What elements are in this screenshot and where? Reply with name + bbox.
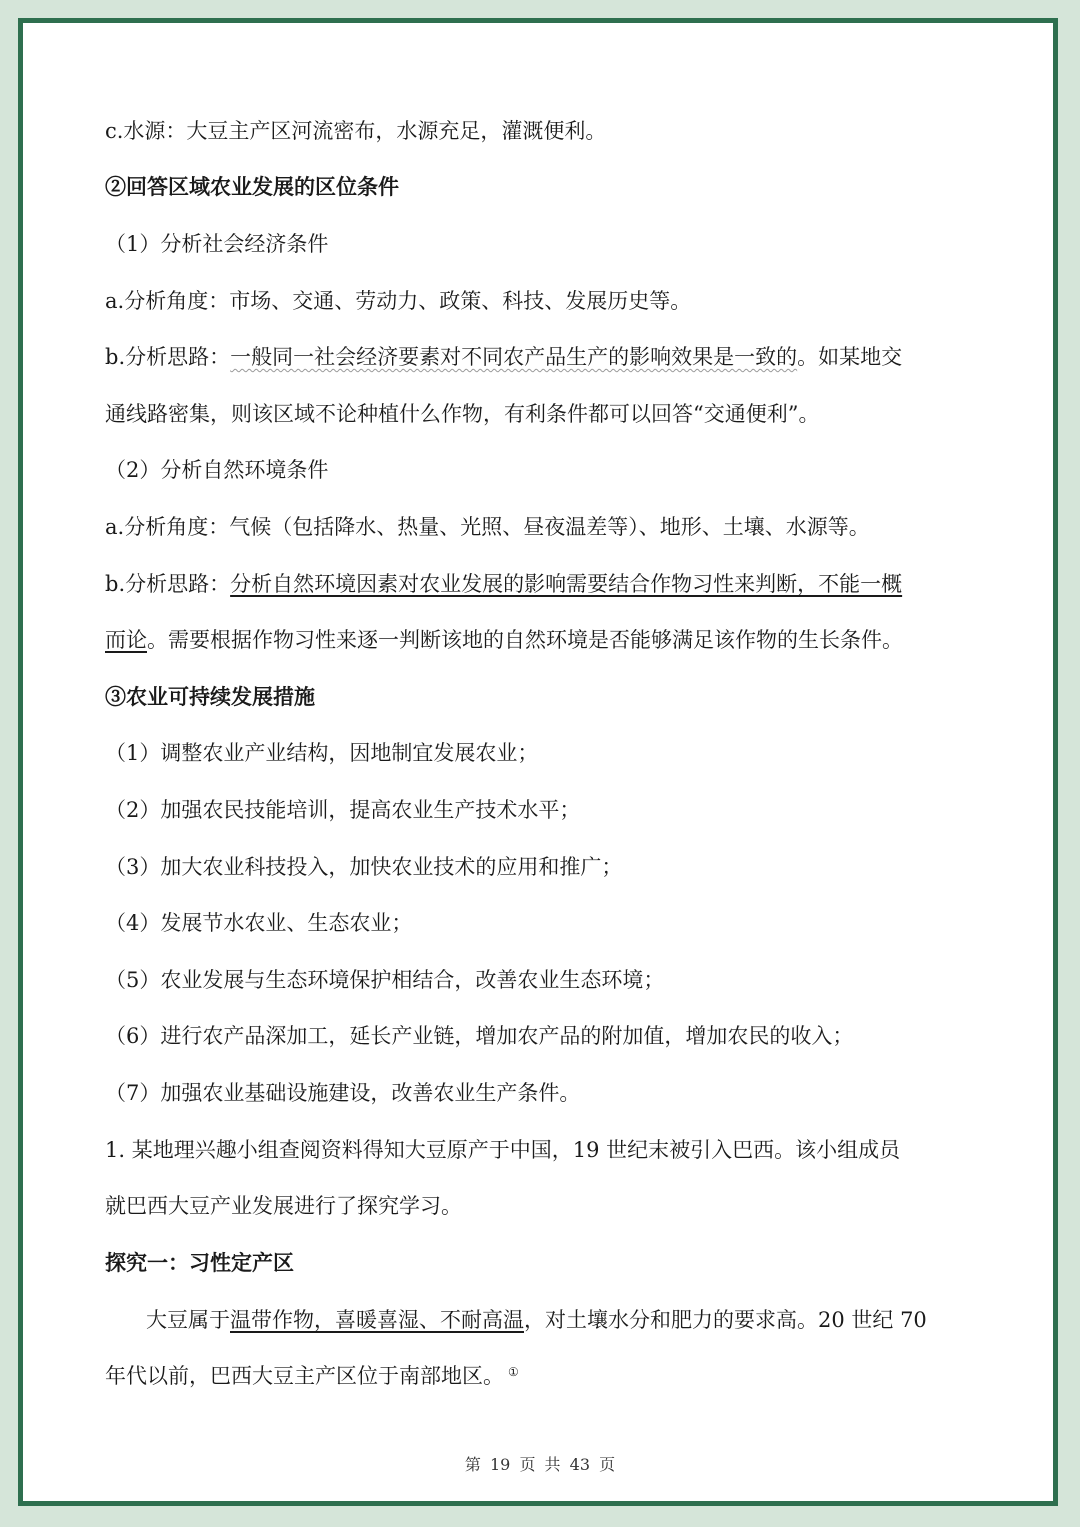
label-text: b.分析思路： bbox=[105, 345, 231, 369]
text-line-continuation-1: 通线路密集，则该区域不论种植什么作物，有利条件都可以回答“交通便利”。 bbox=[105, 402, 820, 426]
footer-gong: 共 bbox=[544, 1455, 561, 1474]
footer-total-pages: 43 bbox=[569, 1455, 591, 1474]
measure-item-2: （2）加强农民技能培训，提高农业生产技术水平； bbox=[105, 798, 581, 822]
footnote-marker: ① bbox=[508, 1365, 519, 1379]
underlined-text: 温带作物，喜暖喜湿、不耐高温 bbox=[230, 1308, 524, 1332]
paragraph-text: ，对土壤水分和肥力的要求高。20 世纪 70 bbox=[524, 1308, 927, 1332]
underlined-text: 分析自然环境因素对农业发展的影响需要结合作物习性来判断，不能一概 bbox=[230, 572, 903, 596]
footer-page-number: 19 bbox=[489, 1455, 511, 1474]
trailing-text: 。需要根据作物习性来逐一判断该地的自然环境是否能够满足该作物的生长条件。 bbox=[147, 628, 903, 652]
underlined-text: 而论 bbox=[105, 628, 147, 652]
subheading-socioeconomic: （1）分析社会经济条件 bbox=[105, 232, 329, 256]
label-text: b.分析思路： bbox=[105, 572, 231, 596]
measure-item-7: （7）加强农业基础设施建设，改善农业生产条件。 bbox=[105, 1081, 581, 1105]
paragraph-text: 大豆属于 bbox=[146, 1308, 230, 1332]
text-line-analysis-angle-2: a.分析角度：气候（包括降水、热量、光照、昼夜温差等）、地形、土壤、水源等。 bbox=[105, 515, 870, 539]
question-1-line-1: 1. 某地理兴趣小组查阅资料得知大豆原产于中国，19 世纪末被引入巴西。该小组成员 bbox=[105, 1138, 901, 1162]
text-line-water-source: c.水源：大豆主产区河流密布，水源充足，灌溉便利。 bbox=[105, 119, 607, 143]
trailing-text: 。如某地交 bbox=[797, 345, 903, 369]
section-heading-location-conditions: ②回答区域农业发展的区位条件 bbox=[105, 174, 399, 199]
text-line-continuation-2 bbox=[105, 624, 903, 656]
measure-item-4: （4）发展节水农业、生态农业； bbox=[105, 911, 413, 935]
measure-item-5: （5）农业发展与生态环境保护相结合，改善农业生态环境； bbox=[105, 968, 665, 992]
emphasized-text: 一般同一社会经济要素对不同农产品生产的影响效果是一致的 bbox=[230, 345, 798, 369]
section-heading-sustainable-measures: ③农业可持续发展措施 bbox=[105, 684, 315, 709]
paragraph-line-1 bbox=[146, 1304, 927, 1336]
text-line-analysis-angle-1: a.分析角度：市场、交通、劳动力、政策、科技、发展历史等。 bbox=[105, 289, 692, 313]
text-line-analysis-approach-1 bbox=[105, 341, 902, 373]
footer-ye: 页 bbox=[519, 1455, 536, 1474]
footer-ye: 页 bbox=[599, 1455, 616, 1474]
text-line-analysis-approach-2 bbox=[105, 568, 902, 600]
explore-heading: 探究一：习性定产区 bbox=[105, 1250, 294, 1275]
measure-item-6: （6）进行农产品深加工，延长产业链，增加农产品的附加值，增加农民的收入； bbox=[105, 1024, 854, 1048]
measure-item-1: （1）调整农业产业结构，因地制宜发展农业； bbox=[105, 741, 539, 765]
paragraph-text: 年代以前，巴西大豆主产区位于南部地区。 bbox=[105, 1364, 504, 1388]
subheading-natural-environment: （2）分析自然环境条件 bbox=[105, 458, 329, 482]
footer-di: 第 bbox=[464, 1455, 481, 1474]
paragraph-line-2 bbox=[105, 1360, 519, 1392]
measure-item-3: （3）加大农业科技投入，加快农业技术的应用和推广； bbox=[105, 855, 623, 879]
page-footer bbox=[0, 1452, 1080, 1475]
question-1-line-2: 就巴西大豆产业发展进行了探究学习。 bbox=[105, 1194, 462, 1218]
